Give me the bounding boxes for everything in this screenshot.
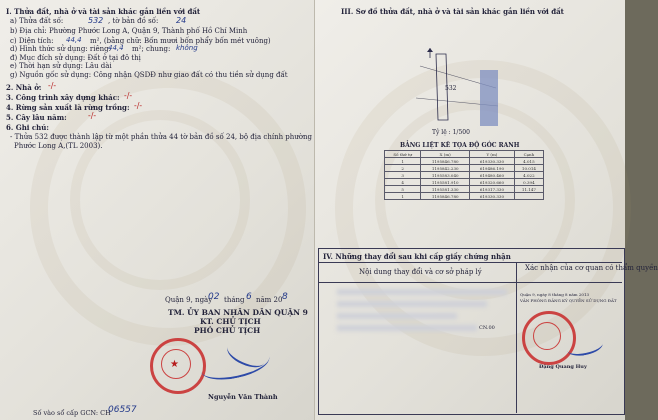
notes-label: 6. Ghi chú:: [6, 123, 49, 132]
area-value: 44,4: [66, 36, 82, 44]
section3-title: III. Sơ đồ thửa đất, nhà ở và tài sản khác gắn liền với đất: [341, 7, 564, 16]
coord-cell: 4: [385, 179, 421, 186]
issue-day: 02: [208, 292, 220, 302]
construction-dash-mark: -/-: [124, 91, 133, 100]
coordinate-table: [384, 150, 544, 200]
parcel-label: a) Thửa đất số:: [10, 17, 64, 25]
purpose: đ) Mục đích sử dụng: Đất ở tại đô thị: [10, 54, 141, 62]
area-label: c) Diện tích:: [10, 37, 54, 45]
redacted-line: [337, 301, 487, 307]
issue-month: 6: [246, 292, 252, 302]
signer-name: Nguyễn Văn Thành: [208, 393, 278, 401]
coord-header-edge: Cạnh: [514, 151, 543, 158]
left-page: [0, 0, 315, 420]
coord-cell: 619330.330: [470, 193, 515, 200]
coord-row: [385, 158, 544, 165]
perennial-label: 5. Cây lâu năm:: [6, 113, 67, 122]
usage-common-value: không: [176, 44, 198, 52]
usage-form-label: d) Hình thức sử dụng: riêng:: [10, 45, 111, 53]
redacted-line: [337, 325, 477, 331]
forest-label: 4. Rừng sản xuất là rừng trồng:: [6, 103, 130, 112]
coord-row: [385, 172, 544, 179]
redacted-line: [337, 313, 457, 319]
coord-header-y: Y (m): [470, 151, 515, 158]
coord-row: [385, 165, 544, 172]
coord-header-index: Số thứ tự: [385, 151, 421, 158]
coord-cell: 5: [385, 186, 421, 193]
section4-title: IV. Những thay đổi sau khi cấp giấy chứng nhận: [323, 252, 511, 261]
coord-cell: 1195583.040: [421, 172, 470, 179]
authority-line-2: KT. CHỦ TỊCH: [200, 317, 261, 326]
parcel-number: 532: [88, 16, 104, 25]
scale-label: Tỷ lệ : 1/500: [432, 129, 470, 136]
coord-row: [385, 179, 544, 186]
coord-cell: 11.147: [514, 186, 543, 193]
coord-cell: 0.394: [514, 179, 543, 186]
section1-title: I. Thửa đất, nhà ở và tài sản khác gắn liền với đất: [6, 7, 201, 16]
official-seal: [150, 338, 206, 394]
term: e) Thời hạn sử dụng: Lâu dài: [10, 62, 112, 70]
authority-line-3: PHÓ CHỦ TỊCH: [194, 326, 261, 335]
coord-table-title: BẢNG LIỆT KÊ TỌA ĐỘ GÓC RANH: [400, 142, 520, 149]
coord-cell: 1195581.330: [421, 186, 470, 193]
coord-cell: 619317.330: [470, 186, 515, 193]
forest-dash-mark: -/-: [134, 101, 143, 110]
coord-cell: 1: [385, 158, 421, 165]
confirm-date: Quận 9, ngày 8 tháng 8 năm 2013: [520, 292, 590, 297]
coord-cell: 3: [385, 172, 421, 179]
map-number: 24: [176, 16, 187, 25]
perennial-dash-mark: -/-: [88, 111, 97, 120]
redacted-tail: CN.00: [479, 325, 495, 331]
coord-cell: 1195846.780: [421, 158, 470, 165]
address: b) Địa chỉ: Phường Phước Long A, Quận 9, Thành phố Hồ Chí Minh: [10, 27, 248, 35]
coord-cell: 4.022: [514, 172, 543, 179]
confirmation-seal-inner: [533, 322, 561, 350]
coord-header-x: X (m): [421, 151, 470, 158]
note-line-2: Phước Long A,(TL 2003).: [14, 142, 103, 150]
official-seal-star: ★: [170, 359, 179, 370]
issue-year-label: năm 20: [256, 296, 283, 304]
register-number: 06557: [108, 405, 137, 415]
coord-cell: 4.015: [514, 158, 543, 165]
coord-cell: 10.014: [514, 165, 543, 172]
issue-month-label: tháng: [224, 296, 245, 304]
coord-cell: 2: [385, 165, 421, 172]
coord-cell: 1195842.230: [421, 165, 470, 172]
authority-line-1: TM. ỦY BAN NHÂN DÂN QUẬN 9: [168, 308, 308, 317]
panel-column-divider: [516, 262, 517, 413]
panel-divider-top: [319, 262, 622, 263]
issue-date-prefix: Quận 9, ngày: [165, 296, 213, 304]
coord-cell: [514, 193, 543, 200]
house-dash-mark: -/-: [48, 81, 57, 90]
coord-table-header: [385, 151, 544, 158]
coord-row: [385, 193, 544, 200]
road-strip: [480, 70, 498, 126]
right-page: [315, 0, 658, 420]
other-construction-label: 3. Công trình xây dựng khác:: [6, 93, 120, 102]
house-label: 2. Nhà ở:: [6, 83, 42, 92]
coord-cell: 619330.330: [470, 158, 515, 165]
coord-cell: 619480.460: [470, 172, 515, 179]
confirmation-seal: [522, 311, 576, 365]
confirm-office: VĂN PHÒNG ĐĂNG KÝ QUYỀN SỬ DỤNG ĐẤT: [520, 298, 617, 303]
note-line-1: - Thửa 532 được thành lập từ một phần thửa 44 tờ bản đồ số 24, bộ địa chính phường: [10, 133, 313, 141]
changes-panel: [318, 248, 658, 415]
area-note: m², (bằng chữ: Bốn mươi bốn phẩy bốn mét vuông): [90, 37, 271, 45]
confirm-signer-name: Đặng Quang Huy: [539, 364, 587, 370]
coord-cell: 619320.660: [470, 179, 515, 186]
origin: g) Nguồn gốc sử dụng: Công nhận QSDĐ như giao đất có thu tiền sử dụng đất: [10, 71, 288, 79]
coord-cell: 619486.190: [470, 165, 515, 172]
map-label: , tờ bản đồ số:: [108, 17, 159, 25]
changes-col-content: Nội dung thay đổi và cơ sở pháp lý: [359, 268, 482, 276]
north-arrow-head: [427, 48, 433, 52]
usage-common-label: m²; chung:: [132, 45, 171, 53]
coord-cell: 1195846.780: [421, 193, 470, 200]
parcel-diagram-label: 532: [445, 85, 457, 92]
panel-divider-header: [319, 282, 622, 283]
register-label: Số vào sổ cấp GCN: CH: [33, 409, 111, 417]
redacted-line: [337, 289, 507, 295]
coord-cell: 1195581.910: [421, 179, 470, 186]
issue-year-digit: 8: [282, 292, 288, 302]
coord-cell: 1: [385, 193, 421, 200]
usage-private-value: 44,4: [108, 44, 124, 52]
changes-col-confirm-line: Xác nhận của cơ quan có thẩm quyền: [525, 264, 658, 272]
coord-row: [385, 186, 544, 193]
